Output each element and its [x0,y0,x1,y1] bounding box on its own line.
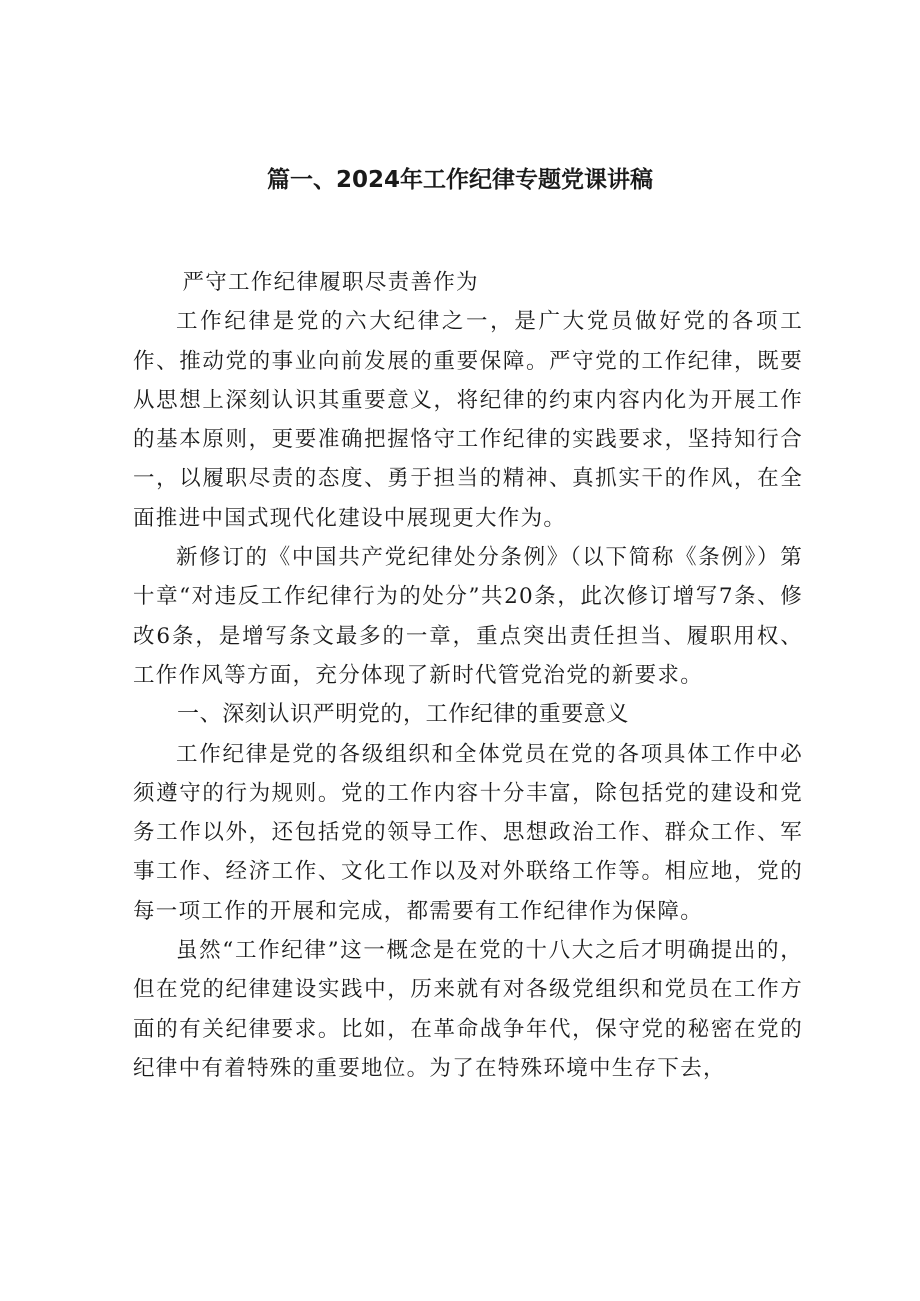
body-paragraph-3: 工作纪律是党的各级组织和全体党员在党的各项具体工作中必须遵守的行为规则。党的工作内容十分丰富，除包括党的建设和党务工作以外，还包括党的领导工作、思想政治工作、群众工作、军事工作、经济工作、文化工作以及对外联络工作等。相应地，党的每一项工作的开展和完成，都需要有工作纪律作为保障。 [133,741,803,924]
document-title: 篇一、2024年工作纪律专题党课讲稿 [266,167,653,193]
document-body [133,263,803,1088]
body-paragraph-2: 新修订的《中国共产党纪律处分条例》（以下简称《条例》）第十章“对违反工作纪律行为的处分”共20条，此次修订增写7条、修改6条，是增写条文最多的一章，重点突出责任担当、履职用权、工作作风等方面，充分体现了新时代管党治党的新要求。 [133,545,803,688]
document-subtitle: 严守工作纪律履职尽责善作为 [182,270,479,295]
section-heading-1: 一、深刻认识严明党的，工作纪律的重要意义 [177,702,630,728]
body-paragraph-1: 工作纪律是党的六大纪律之一，是广大党员做好党的各项工作、推动党的事业向前发展的重要保障。严守党的工作纪律，既要从思想上深刻认识其重要意义，将纪律的约束内容内化为开展工作的基本原则，更要准确把握恪守工作纪律的实践要求，坚持知行合一，以履职尽责的态度、勇于担当的精神、真抓实干的作风，在全面推进中国式现代化建设中展现更大作为。 [133,309,803,531]
body-paragraph-4: 虽然“工作纪律”这一概念是在党的十八大之后才明确提出的，但在党的纪律建设实践中，历来就有对各级党组织和党员在工作方面的有关纪律要求。比如，在革命战争年代，保守党的秘密在党的纪律中有着特殊的重要地位。为了在特殊环境中生存下去， [133,938,803,1081]
